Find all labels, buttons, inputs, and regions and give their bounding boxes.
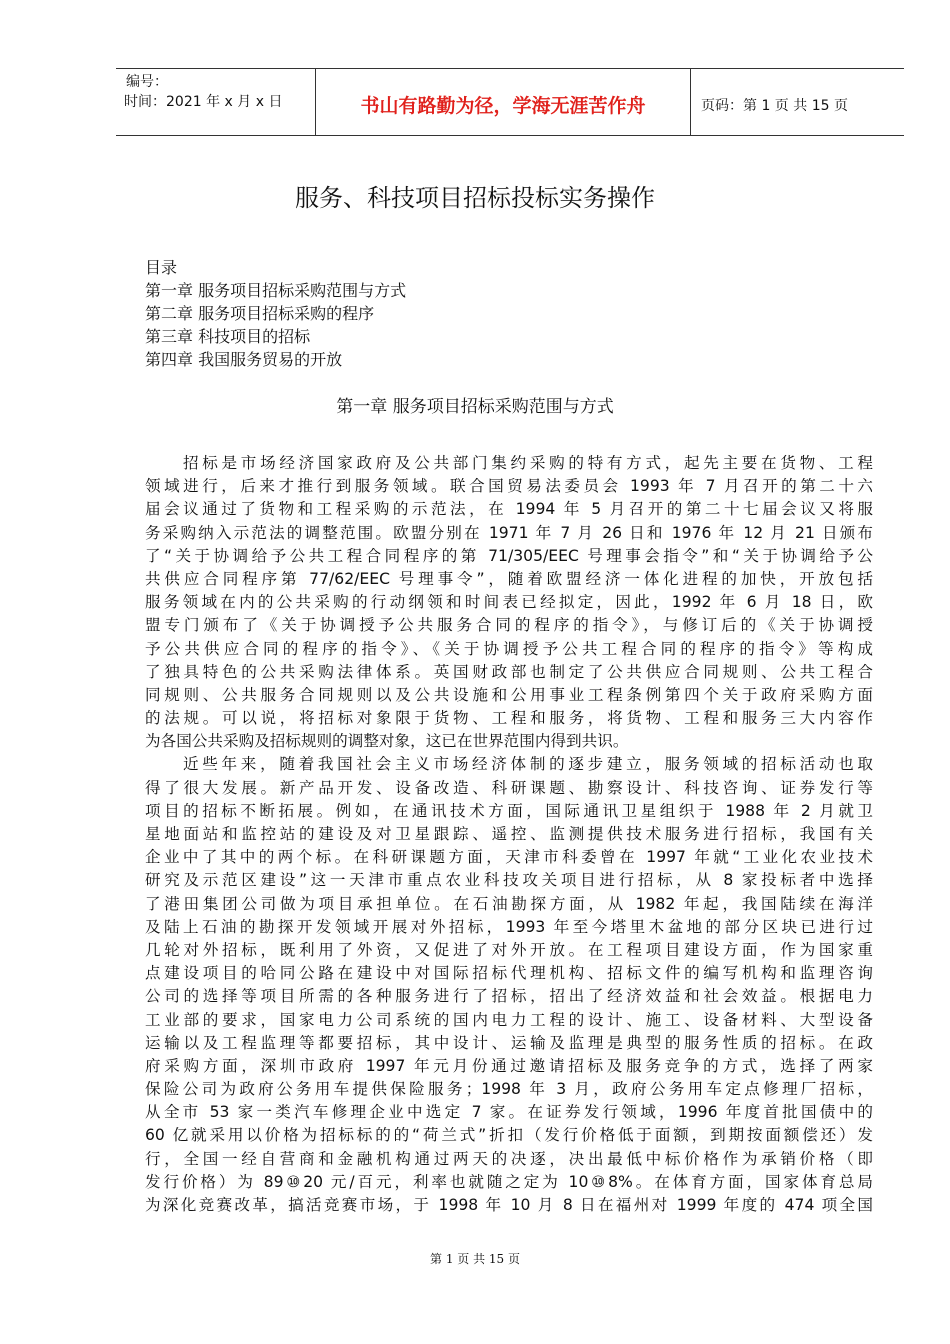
- body-line: 项目的招标不断拓展。例如，在通讯技术方面，国际通讯卫星组织于 1988 年 2 月就卫: [145, 801, 873, 820]
- body-line: 了“关于协调给予公共工程合同程序的第 71/305/EEC 号理事会指令”和“关于协调给予公: [145, 546, 873, 565]
- body-line: 务采购纳入示范法的调整范围。欧盟分别在 1971 年 7 月 26 日和 1976 年 12 月 21 日颁布: [145, 523, 873, 542]
- body-line: 得了很大发展。新产品开发、设备改造、科研课题、勘察设计、科技咨询、证券发行等: [145, 778, 873, 797]
- toc-heading: 目录: [145, 258, 178, 277]
- body-text: [145, 452, 873, 1217]
- document-time-label: 时间：2021 年 x 月 x 日: [124, 94, 283, 110]
- body-line: 运输以及工程监理等都要招标，其中设计、运输及监理是典型的服务性质的招标。在政: [145, 1033, 873, 1052]
- toc-item: 第一章 服务项目招标采购范围与方式: [145, 281, 407, 300]
- body-line: 同规则、公共服务合同规则以及公共设施和公用事业工程条例第四个关于政府采购方面: [145, 685, 873, 704]
- body-line: 企业中了其中的两个标。在科研课题方面，天津市科委曾在 1997 年就“工业化农业技术: [145, 848, 873, 867]
- body-line: 公司的选择等项目所需的各种服务进行了招标，招出了经济效益和社会效益。根据电力: [145, 987, 873, 1006]
- body-line: 服务领域在内的公共采购的行动纲领和时间表已经拟定，因此，1992 年 6 月 18 日，欧: [145, 593, 873, 612]
- header-page-cell: [691, 69, 904, 135]
- body-line: 届会议通过了货物和工程采购的示范法，在 1994 年 5 月召开的第二十七届会议又将服: [145, 500, 873, 519]
- toc-item: 第三章 科技项目的招标: [145, 327, 311, 346]
- header-motto: 书山有路勤为径，学海无涯苦作舟: [360, 95, 646, 117]
- chapter-heading: 第一章 服务项目招标采购范围与方式: [336, 397, 614, 417]
- body-line: 保险公司为政府公务用车提供保险服务；1998 年 3 月，政府公务用车定点修理厂招标，: [145, 1080, 873, 1099]
- body-line: 了港田集团公司做为项目承担单位。在石油勘探方面，从 1982 年起，我国陆续在海洋: [145, 894, 873, 913]
- body-line: 从全市 53 家一类汽车修理企业中选定 7 家。在证券发行领域，1996 年度首批国债中的: [145, 1103, 873, 1122]
- body-line: 的法规。可以说，将招标对象限于货物、工程和服务，将货物、工程和服务三大内容作: [145, 709, 873, 728]
- table-of-contents: [145, 256, 406, 371]
- body-line: 星地面站和监控站的建设及对卫星跟踪、遥控、监测提供技术服务进行招标，我国有关: [145, 825, 873, 843]
- page-footer: 第 1 页 共 15 页: [430, 1252, 520, 1266]
- body-line: 发行价格）为 89⑩20 元/百元，利率也就随之定为 10⑩8%。在体育方面，国家体育总局: [145, 1172, 873, 1191]
- body-line: 为深化竞赛改革，搞活竞赛市场，于 1998 年 10 月 8 日在福州对 1999 年度的 474 项全国: [145, 1196, 873, 1214]
- body-line: 研究及示范区建设”这一天津市重点农业科技攻关项目进行招标，从 8 家投标者中选择: [145, 871, 873, 890]
- header-page-number: 页码：第 1 页 共 15 页: [701, 98, 848, 114]
- body-line: 及陆上石油的勘探开发领域开展对外招标，1993 年至今塔里木盆地的部分区块已进行过: [145, 917, 873, 936]
- body-line: 行，全国一经自营商和金融机构通过两天的决逐，决出最低中标价格作为承销价格（即: [145, 1149, 873, 1168]
- body-line: 领域进行，后来才推行到服务领域。联合国贸易法委员会 1993 年 7 月召开的第二十六: [145, 477, 873, 496]
- body-line: 予公共供应合同的程序的指令》、《关于协调授予公共工程合同的程序的指令》等构成: [145, 639, 873, 658]
- toc-item: 第二章 服务项目招标采购的程序: [145, 304, 375, 323]
- body-line: 盟专门颁布了《关于协调授予公共服务合同的程序的指令》，与修订后的《关于协调授: [145, 616, 873, 635]
- header-motto-cell: [316, 69, 691, 135]
- page-header: [116, 68, 904, 136]
- body-line: 了独具特色的公共采购法律体系。英国财政部也制定了公共供应合同规则、公共工程合: [145, 662, 873, 681]
- document-number-label: 编号：: [126, 74, 168, 90]
- body-line: 工业部的要求，国家电力公司系统的国内电力工程的设计、施工、设备材料、大型设备: [145, 1010, 873, 1029]
- body-line: 近些年来，随着我国社会主义市场经济体制的逐步建立，服务领域的招标活动也取: [183, 755, 873, 774]
- body-line: 几轮对外招标，既利用了外资，又促进了对外开放。在工程项目建设方面，作为国家重: [145, 940, 873, 959]
- body-line: 为各国公共采购及招标规则的调整对象，这已在世界范围内得到共识。: [145, 732, 629, 751]
- body-line: 府采购方面，深圳市政府 1997 年元月份通过邀请招标及服务竞争的方式，选择了两家: [145, 1056, 873, 1075]
- document-title: 服务、科技项目招标投标实务操作: [295, 184, 655, 212]
- body-line: 共供应合同程序第 77/62/EEC 号理事令”，随着欧盟经济一体化进程的加快，开放包括: [145, 569, 873, 588]
- body-line: 60 亿就采用以价格为招标标的的“荷兰式”折扣（发行价格低于面额，到期按面额偿还）发: [145, 1126, 873, 1145]
- body-line: 招标是市场经济国家政府及公共部门集约采购的特有方式，起先主要在货物、工程: [183, 454, 873, 472]
- body-line: 点建设项目的哈同公路在建设中对国际招标代理机构、招标文件的编写机构和监理咨询: [145, 964, 873, 983]
- header-meta-cell: [116, 69, 316, 135]
- toc-item: 第四章 我国服务贸易的开放: [145, 350, 343, 369]
